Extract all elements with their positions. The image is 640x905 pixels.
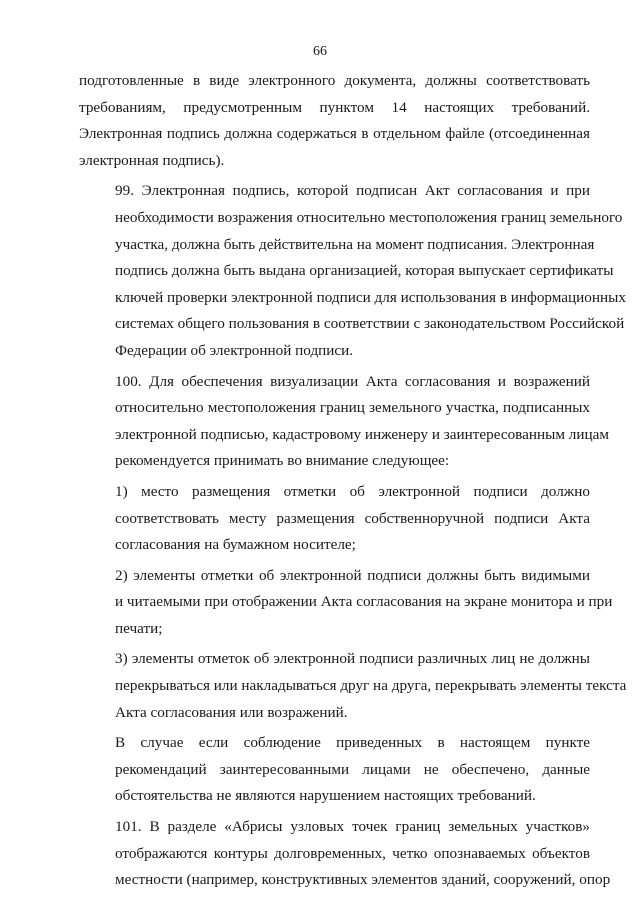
document-body [79, 68, 627, 898]
text-line: системах общего пользования в соответствии с законодательством Российской [115, 315, 625, 333]
text-line: рекомендуется принимать во внимание следующее: [115, 452, 450, 470]
text-line: обстоятельства не являются нарушением настоящих требований. [115, 787, 536, 805]
text-line: рекомендаций заинтересованными лицами не обеспечено, данные [115, 760, 590, 778]
text-line: перекрываться или накладываться друг на друга, перекрывать элементы текста [115, 677, 627, 695]
text-line: ключей проверки электронной подписи для использования в информационных [115, 288, 626, 306]
text-line: печати; [115, 619, 163, 637]
text-line: отображаются контуры долговременных, четко опознаваемых объектов [115, 844, 590, 862]
text-line: 101. В разделе «Абрисы узловых точек границ земельных участков» [115, 818, 590, 836]
paragraph-note [79, 730, 590, 810]
text-line: Акта согласования или возражений. [115, 703, 348, 721]
text-line: местности (например, конструктивных элементов зданий, сооружений, опор [115, 871, 611, 889]
text-line: необходимости возражения относительно местоположения границ земельного [115, 208, 623, 226]
text-line: 100. Для обеспечения визуализации Акта согласования и возражений [115, 372, 590, 390]
list-item-1 [79, 479, 590, 559]
text-line: соответствовать месту размещения собственноручной подписи Акта [115, 509, 590, 527]
paragraph-101 [79, 814, 611, 894]
text-line: требованиям, предусмотренным пунктом 14 настоящих требований. [79, 98, 590, 116]
text-line: и читаемыми при отображении Акта согласования на экране монитора и при [115, 593, 613, 611]
list-item-3 [79, 646, 627, 726]
text-line: подготовленные в виде электронного документа, должны соответствовать [79, 72, 590, 89]
paragraph-continuation [79, 68, 590, 174]
page-number: 66 [313, 44, 327, 59]
text-line: согласования на бумажном носителе; [115, 536, 356, 554]
text-line: относительно местоположения границ земельного участка, подписанных [115, 399, 590, 417]
paragraph-100 [79, 369, 609, 475]
text-line: 2) элементы отметки об электронной подписи должны быть видимыми [115, 566, 590, 584]
text-line: 1) место размещения отметки об электронной подписи должно [115, 482, 590, 500]
text-line: 99. Электронная подпись, которой подписан Акт согласования и при [115, 182, 590, 200]
text-line: участка, должна быть действительна на момент подписания. Электронная [115, 235, 595, 253]
text-line: Электронная подпись должна содержаться в отдельном файле (отсоединенная [79, 125, 590, 143]
text-line: 3) элементы отметок об электронной подписи различных лиц не должны [115, 650, 590, 668]
list-item-2 [79, 563, 613, 643]
text-line: подпись должна быть выдана организацией, которая выпускает сертификаты [115, 262, 614, 280]
text-line: В случае если соблюдение приведенных в настоящем пункте [115, 734, 590, 752]
paragraph-99 [79, 178, 626, 364]
text-line: электронная подпись). [79, 151, 225, 169]
text-line: электронной подписью, кадастровому инженеру и заинтересованным лицам [115, 425, 609, 443]
text-line: Федерации об электронной подписи. [115, 341, 354, 359]
